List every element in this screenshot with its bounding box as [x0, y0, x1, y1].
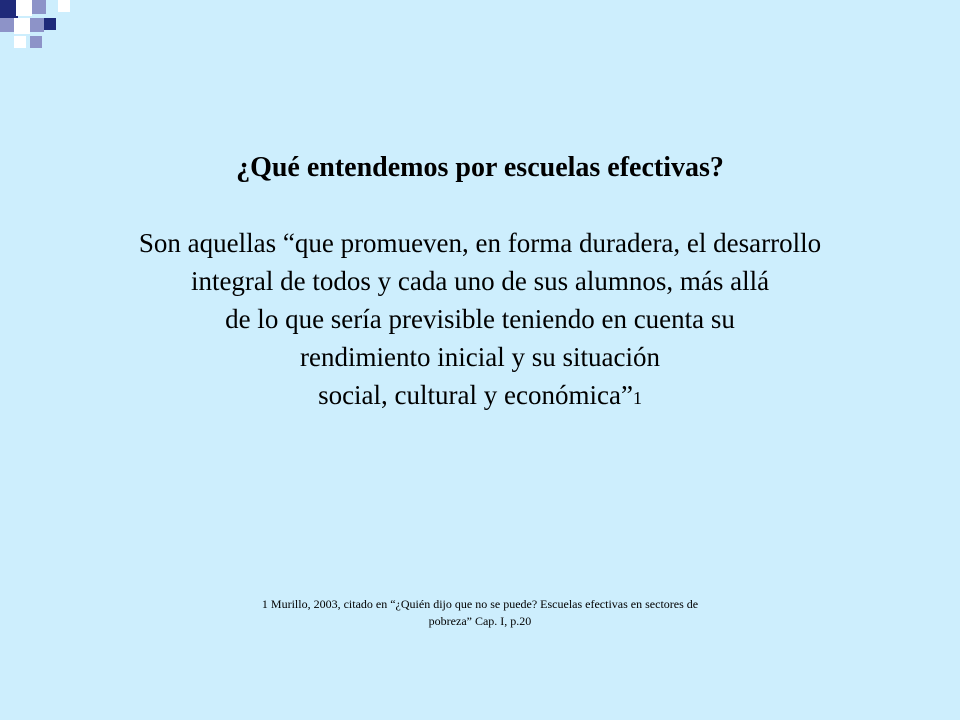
- footnote-line: 1 Murillo, 2003, citado en “¿Quién dijo que no se puede? Escuelas efectivas en sectores de: [261, 597, 699, 611]
- lavender-square: [30, 18, 44, 32]
- footnote: [0, 596, 960, 630]
- body-line: integral de todos y cada uno de sus alumnos, más allá: [190, 266, 770, 296]
- footnote-marker: 1: [632, 388, 642, 408]
- navy-square: [44, 18, 56, 30]
- white-square: [58, 0, 70, 12]
- white-square: [14, 18, 30, 34]
- body-line-last: [0, 376, 960, 417]
- slide-body: [0, 224, 960, 417]
- body-line: rendimiento inicial y su situación: [300, 342, 660, 372]
- body-line: Son aquellas “que promueven, en forma duradera, el desarrollo: [138, 228, 822, 258]
- lavender-square: [32, 0, 46, 14]
- lavender-square: [30, 36, 42, 48]
- white-square: [14, 36, 26, 48]
- body-line: de lo que sería previsible teniendo en cuenta su: [225, 304, 735, 334]
- navy-square: [0, 0, 18, 18]
- slide-title: ¿Qué entendemos por escuelas efectivas?: [236, 152, 724, 183]
- body-line-text: social, cultural y económica”: [318, 380, 633, 410]
- corner-squares-decoration: [0, 0, 80, 60]
- footnote-line: pobreza” Cap. I, p.20: [428, 614, 532, 628]
- lavender-square: [0, 18, 14, 32]
- white-square: [16, 0, 32, 16]
